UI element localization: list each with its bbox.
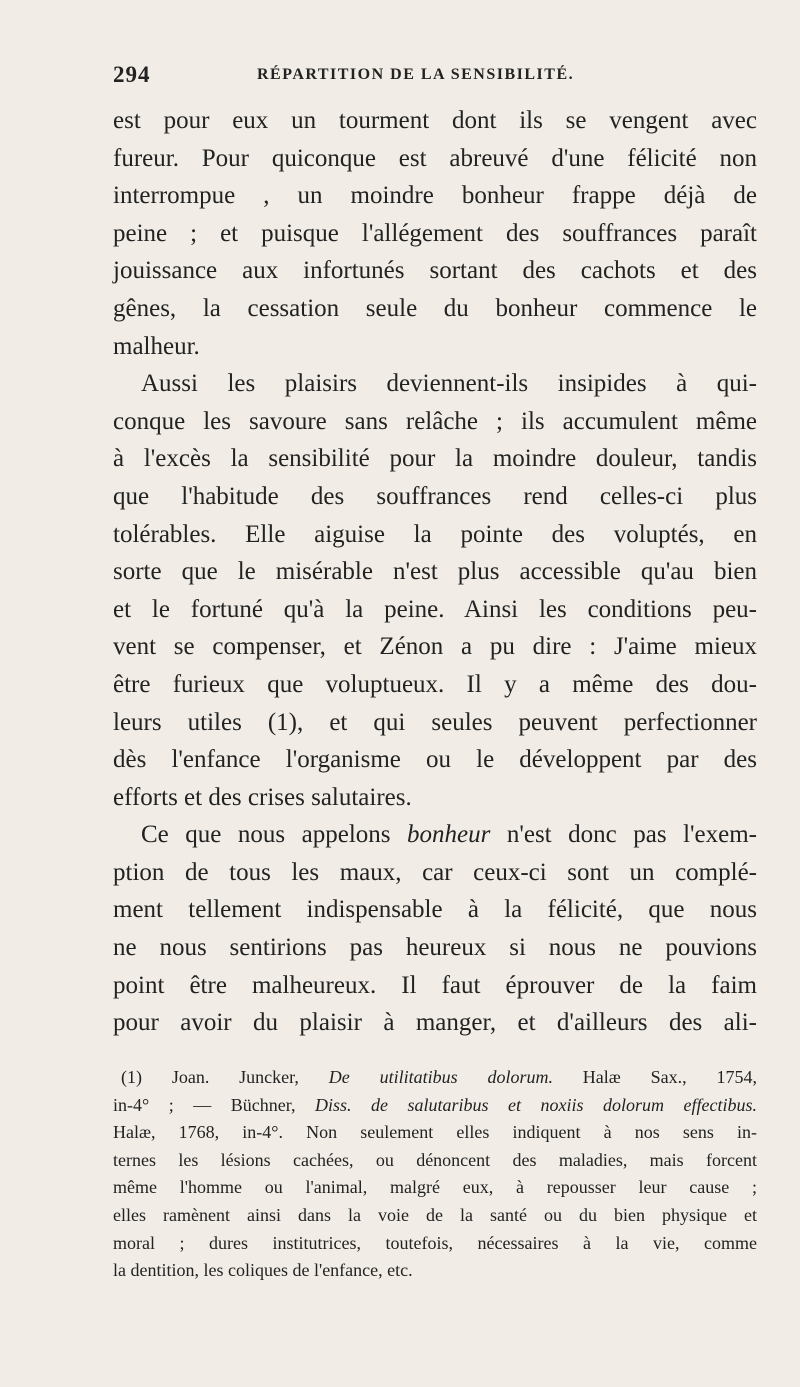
footnote bbox=[113, 1064, 757, 1285]
text-line: Aussi les plaisirs deviennent-ils insipides à qui- bbox=[141, 370, 757, 398]
text-line: est pour eux un tourment dont ils se vengent avec bbox=[113, 107, 757, 134]
footnote-line: même l'homme ou l'animal, malgré eux, à repousser leur cause ; bbox=[113, 1177, 757, 1198]
text-line: interrompue , un moindre bonheur frappe déjà de bbox=[113, 182, 757, 210]
italic-title: De utilitatibus dolorum. bbox=[328, 1067, 553, 1087]
text-line: sorte que le misérable n'est plus accessible qu'au bien bbox=[113, 558, 757, 586]
footnote-line: la dentition, les coliques de l'enfance, etc. bbox=[113, 1260, 413, 1281]
text-segment: in-4° ; — Büchner, bbox=[113, 1094, 315, 1115]
text-line: efforts et des crises salutaires. bbox=[113, 783, 412, 811]
text-line: à l'excès la sensibilité pour la moindre douleur, tandis bbox=[113, 445, 757, 473]
text-line: malheur. bbox=[113, 332, 200, 360]
footnote-line: ternes les lésions cachées, ou dénoncent des maladies, mais forcent bbox=[113, 1149, 757, 1170]
body-text bbox=[113, 102, 757, 1042]
text-segment: (1) Joan. Juncker, bbox=[121, 1067, 329, 1087]
text-line: ment tellement indispensable à la félicité, que nous bbox=[113, 896, 757, 924]
text-line: que l'habitude des souffrances rend celles-ci plus bbox=[113, 482, 757, 510]
text-line: être furieux que voluptueux. Il y a même des dou- bbox=[113, 670, 757, 698]
footnote-line bbox=[113, 1092, 757, 1120]
page-header bbox=[113, 62, 713, 92]
text-line: fureur. Pour quiconque est abreuvé d'une félicité non bbox=[113, 144, 757, 172]
page-number: 294 bbox=[113, 62, 151, 87]
text-line-with-italic bbox=[113, 816, 757, 854]
text-line: leurs utiles (1), et qui seules peuvent perfectionner bbox=[113, 708, 757, 736]
text-line: ne nous sentirions pas heureux si nous ne pouvions bbox=[113, 934, 757, 962]
footnote-line bbox=[113, 1064, 757, 1092]
text-line: tolérables. Elle aiguise la pointe des voluptés, en bbox=[113, 520, 757, 548]
text-line: et le fortuné qu'à la peine. Ainsi les conditions peu- bbox=[113, 595, 757, 623]
italic-title: Diss. de salutaribus et noxiis dolorum effectibus. bbox=[314, 1094, 758, 1115]
footnote-line: moral ; dures institutrices, toutefois, nécessaires à la vie, comme bbox=[113, 1232, 757, 1253]
italic-word: bonheur bbox=[407, 821, 491, 849]
text-line: point être malheureux. Il faut éprouver de la faim bbox=[113, 971, 757, 999]
text-segment: n'est donc pas l'exem- bbox=[490, 821, 757, 849]
text-segment: Halæ Sax., 1754, bbox=[552, 1067, 757, 1087]
text-line: pour avoir du plaisir à manger, et d'ailleurs des ali- bbox=[113, 1009, 757, 1037]
text-line: gênes, la cessation seule du bonheur commence le bbox=[113, 294, 757, 322]
text-line: peine ; et puisque l'allégement des souffrances paraît bbox=[113, 219, 757, 247]
footnote-line: elles ramènent ainsi dans la voie de la santé ou du bien physique et bbox=[113, 1204, 757, 1225]
text-line: conque les savoure sans relâche ; ils accumulent même bbox=[113, 407, 757, 435]
text-line: ption de tous les maux, car ceux-ci sont un complé- bbox=[113, 858, 757, 886]
footnote-line: Halæ, 1768, in-4°. Non seulement elles indiquent à nos sens in- bbox=[113, 1122, 757, 1143]
running-title: RÉPARTITION DE LA SENSIBILITÉ. bbox=[257, 66, 575, 83]
text-line: jouissance aux infortunés sortant des cachots et des bbox=[113, 257, 757, 285]
text-line: dès l'enfance l'organisme ou le développent par des bbox=[113, 746, 757, 774]
text-segment: Ce que nous appelons bbox=[141, 821, 408, 849]
text-line: vent se compenser, et Zénon a pu dire : J'aime mieux bbox=[113, 633, 757, 661]
